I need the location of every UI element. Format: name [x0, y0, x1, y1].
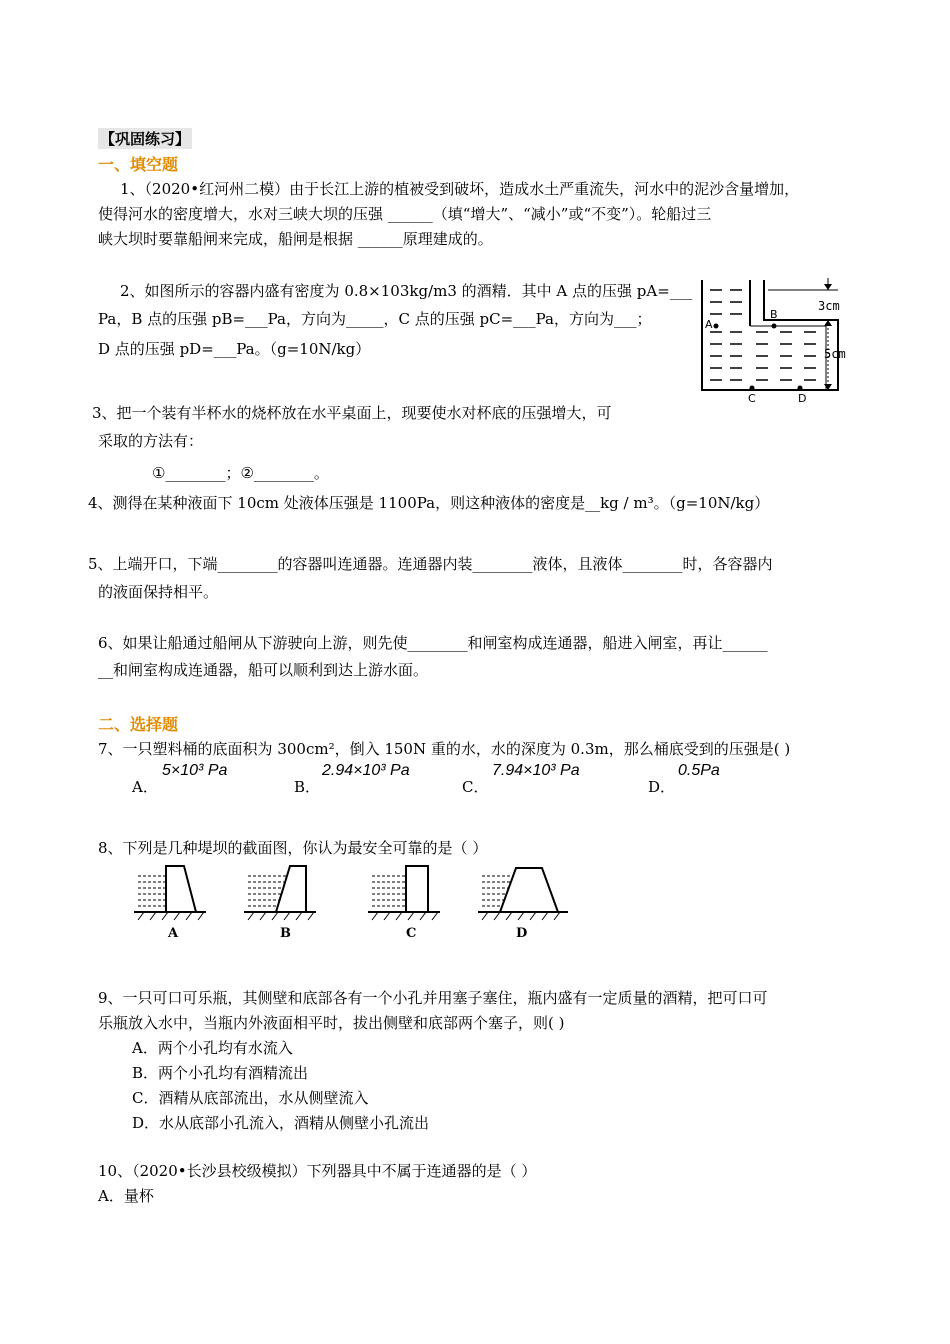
q9-option-a: A．两个小孔均有水流入 — [132, 1039, 293, 1057]
dim-3cm: 3cm — [818, 299, 840, 313]
point-c-label: C — [748, 392, 756, 405]
q1-line1: 1、（2020•红河州二模）由于长江上游的植被受到破坏，造成水土严重流失，河水中的泥沙含量增加， — [120, 180, 800, 198]
q3-line2: 采取的方法有： — [98, 432, 204, 450]
q1-line2: 使得河水的密度增大，水对三峡大坝的压强 ______（填“增大”、“减小”或“不变”）。轮船过三 — [98, 205, 712, 223]
q8-line1: 8、下列是几种堤坝的截面图，你认为最安全可靠的是（ ） — [98, 839, 488, 857]
q7-line1: 7、一只塑料桶的底面积为 300cm²，倒入 150N 重的水，水的深度为 0.3m，那么桶底受到的压强是( ) — [98, 740, 791, 758]
dam-d-label: D — [516, 926, 528, 941]
dam-a-figure — [132, 862, 210, 922]
q7-option-c-formula: 7.94×10³ Pa — [492, 762, 580, 779]
q9-option-d: D．水从底部小孔流入，酒精从侧壁小孔流出 — [132, 1114, 430, 1132]
q6-line2: __和闸室构成连通器，船可以顺利到达上游水面。 — [98, 661, 429, 679]
point-b-label: B — [770, 308, 778, 321]
dam-c-label: C — [406, 926, 417, 941]
dam-d-figure — [476, 862, 572, 922]
q7-option-d-formula: 0.5Pa — [678, 762, 720, 779]
q7-option-a-label: A． — [132, 778, 158, 796]
q7-option-a-formula: 5×10³ Pa — [162, 762, 228, 779]
q7-option-c-label: C． — [462, 778, 489, 796]
q9-line2: 乐瓶放入水中，当瓶内外液面相平时，拔出侧壁和底部两个塞子，则( ) — [98, 1014, 565, 1032]
q9-option-b: B．两个小孔均有酒精流出 — [132, 1064, 309, 1082]
q2-line2: Pa，B 点的压强 pB=___Pa，方向为_____，C 点的压强 pC=___Pa，方向为___； — [98, 310, 652, 328]
q1-line3: 峡大坝时要靠船闸来完成，船闸是根据 ______原理建成的。 — [98, 230, 493, 248]
point-a-label: A — [705, 318, 713, 331]
dim-5cm: 5cm — [824, 347, 846, 361]
q7-option-b-label: B． — [294, 778, 321, 796]
dam-b-figure — [242, 862, 320, 922]
q3-line3: ①________；②________。 — [152, 464, 329, 482]
dam-b-label: B — [280, 926, 291, 941]
dam-c-figure — [366, 862, 444, 922]
q5-line1: 5、上端开口，下端________的容器叫连通器。连通器内装________液体，且液体________时，各容器内 — [88, 555, 773, 573]
q2-line1: 2、如图所示的容器内盛有密度为 0.8×103kg/m3 的酒精．其中 A 点的压强 pA=___ — [120, 282, 693, 300]
section-title-fill-blank: 一、填空题 — [98, 155, 179, 174]
q10-line1: 10、（2020•长沙县校级模拟）下列器具中不属于连通器的是（ ） — [98, 1162, 537, 1180]
point-d-label: D — [798, 392, 807, 405]
q6-line1: 6、如果让船通过船闸从下游驶向上游，则先使________和闸室构成连通器，船进入闸室，再让______ — [98, 634, 768, 652]
q9-option-c: C．酒精从底部流出，水从侧壁流入 — [132, 1089, 369, 1107]
q7-option-b-formula: 2.94×10³ Pa — [322, 762, 410, 779]
container-figure — [696, 270, 858, 410]
q10-option-a: A．量杯 — [98, 1187, 154, 1205]
q3-line1: 3、把一个装有半杯水的烧杯放在水平桌面上，现要使水对杯底的压强增大，可 — [92, 404, 612, 422]
q7-option-d-label: D． — [648, 778, 676, 796]
section-tag: 【巩固练习】 — [100, 130, 191, 148]
section-title-choice: 二、选择题 — [98, 715, 179, 734]
q2-line3: D 点的压强 pD=___Pa。（g=10N/kg） — [98, 340, 371, 358]
q4-line1: 4、测得在某种液面下 10cm 处液体压强是 1100Pa，则这种液体的密度是__kg / m³。（g=10N/kg） — [88, 494, 770, 512]
dam-a-label: A — [168, 926, 179, 941]
q5-line2: 的液面保持相平。 — [98, 583, 219, 601]
q9-line1: 9、一只可口可乐瓶，其侧壁和底部各有一个小孔并用塞子塞住，瓶内盛有一定质量的酒精，把可口可 — [98, 989, 768, 1007]
